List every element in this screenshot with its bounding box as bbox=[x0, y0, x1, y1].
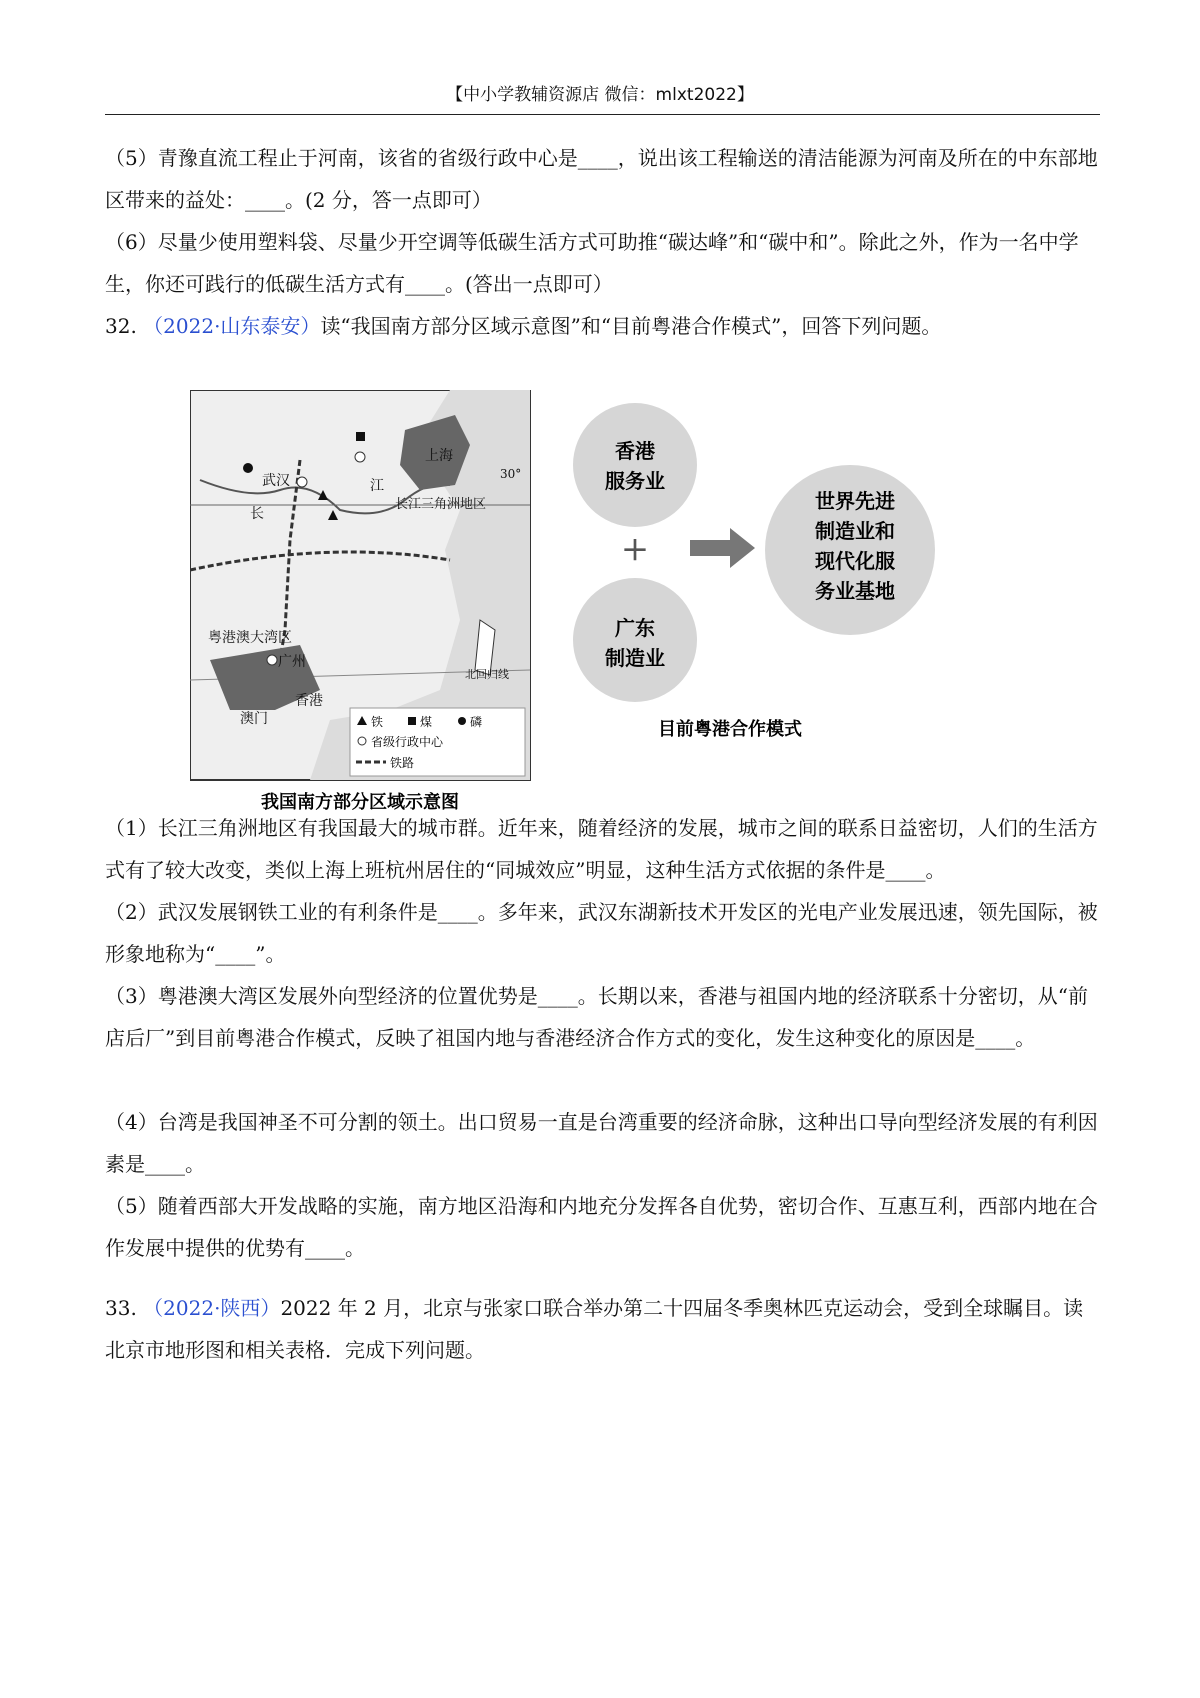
guangdong-line-2: 制造业 bbox=[605, 646, 665, 670]
question-32-1: （1）长江三角洲地区有我国最大的城市群。近年来，随着经济的发展，城市之间的联系日益密切，人们的生活方式有了较大改变，类似上海上班杭州居住的“同城效应”明显，这种生活方式依据的条件是____。 bbox=[105, 816, 1098, 882]
hongkong-circle bbox=[573, 403, 697, 527]
model-caption: 目前粤港合作模式 bbox=[658, 719, 802, 740]
guangdong-line-1: 广东 bbox=[615, 616, 655, 640]
label-greater-bay-area: 粤港澳大湾区 bbox=[208, 630, 292, 646]
label-tropic: 北回归线 bbox=[465, 668, 509, 681]
legend-phosphorus: 磷 bbox=[470, 715, 483, 729]
question-number: 32. bbox=[105, 314, 144, 338]
label-macau: 澳门 bbox=[240, 711, 268, 727]
question-32-stem bbox=[105, 305, 1100, 347]
legend-coal: 煤 bbox=[420, 715, 433, 729]
hongkong-line-2: 服务业 bbox=[605, 469, 665, 493]
page-header: 【中小学教辅资源店 微信：mlxt2022】 bbox=[446, 85, 754, 105]
question-31-6: （6）尽量少使用塑料袋、尽量少开空调等低碳生活方式可助推“碳达峰”和“碳中和”。除此之外，作为一名中学生，你还可践行的低碳生活方式有____。(答出一点即可） bbox=[105, 230, 1079, 296]
arrow-right-icon bbox=[690, 528, 755, 568]
capital-symbol bbox=[297, 477, 307, 487]
coal-symbol bbox=[356, 432, 365, 441]
label-30-degree: 30° bbox=[500, 467, 522, 481]
label-shanghai: 上海 bbox=[425, 448, 453, 464]
label-guangzhou: 广州 bbox=[278, 654, 306, 670]
hongkong-line-1: 香港 bbox=[615, 439, 655, 463]
question-number: 33. bbox=[105, 1296, 144, 1320]
result-line-2: 制造业和 bbox=[815, 519, 895, 543]
legend-capital: 省级行政中心 bbox=[371, 735, 444, 749]
question-32-5: （5）随着西部大开发战略的实施，南方地区沿海和内地充分发挥各自优势，密切合作、互惠互利，西部内地在合作发展中提供的优势有____。 bbox=[105, 1194, 1098, 1260]
question-33-stem bbox=[105, 1287, 1100, 1371]
question-32-4: （4）台湾是我国神圣不可分割的领土。出口贸易一直是台湾重要的经济命脉，这种出口导向型经济发展的有利因素是____。 bbox=[105, 1110, 1098, 1176]
map-caption: 我国南方部分区域示意图 bbox=[261, 792, 459, 813]
map-legend bbox=[350, 708, 525, 776]
question-31-5: （5）青豫直流工程止于河南，该省的省级行政中心是____，说出该工程输送的清洁能源为河南及所在的中东部地区带来的益处：____。(2 分，答一点即可） bbox=[105, 146, 1098, 212]
label-hongkong: 香港 bbox=[295, 693, 323, 709]
legend-iron: 铁 bbox=[371, 715, 384, 729]
label-yangtze-delta: 长江三角洲地区 bbox=[395, 497, 487, 512]
question-source: （2022·陕西） bbox=[143, 1296, 281, 1320]
question-text: 读“我国南方部分区域示意图”和“目前粤港合作模式”，回答下列问题。 bbox=[320, 314, 942, 338]
question-32-3: （3）粤港澳大湾区发展外向型经济的位置优势是____。长期以来，香港与祖国内地的经济联系十分密切，从“前店后厂”到目前粤港合作模式，反映了祖国内地与香港经济合作方式的变化，发生这种变化的原因是____。 bbox=[105, 984, 1088, 1050]
question-text: 2022 年 2 月，北京与张家口联合举办第二十四届冬季奥林匹克运动会，受到全球瞩目。读北京市地形图和相关表格．完成下列问题。 bbox=[105, 1296, 1084, 1362]
result-line-4: 务业基地 bbox=[815, 579, 895, 603]
result-line-3: 现代化服 bbox=[815, 549, 895, 573]
question-source: （2022·山东泰安） bbox=[143, 314, 321, 338]
label-chang: 长 bbox=[250, 506, 264, 522]
south-china-map bbox=[190, 390, 530, 780]
plus-sign: + bbox=[620, 529, 650, 569]
cooperation-model bbox=[573, 403, 935, 740]
header-rule bbox=[105, 114, 1100, 115]
result-line-1: 世界先进 bbox=[815, 489, 895, 513]
question-32-figure bbox=[190, 390, 1020, 870]
legend-railway: 铁路 bbox=[390, 756, 415, 770]
label-wuhan: 武汉 bbox=[262, 473, 290, 489]
phosphorus-symbol bbox=[243, 463, 253, 473]
guangdong-circle bbox=[573, 578, 697, 702]
label-jiang: 江 bbox=[370, 478, 384, 494]
question-32-2: （2）武汉发展钢铁工业的有利条件是____。多年来，武汉东湖新技术开发区的光电产业发展迅速，领先国际，被形象地称为“____”。 bbox=[105, 900, 1098, 966]
capital-symbol bbox=[267, 655, 277, 665]
capital-symbol bbox=[355, 452, 365, 462]
